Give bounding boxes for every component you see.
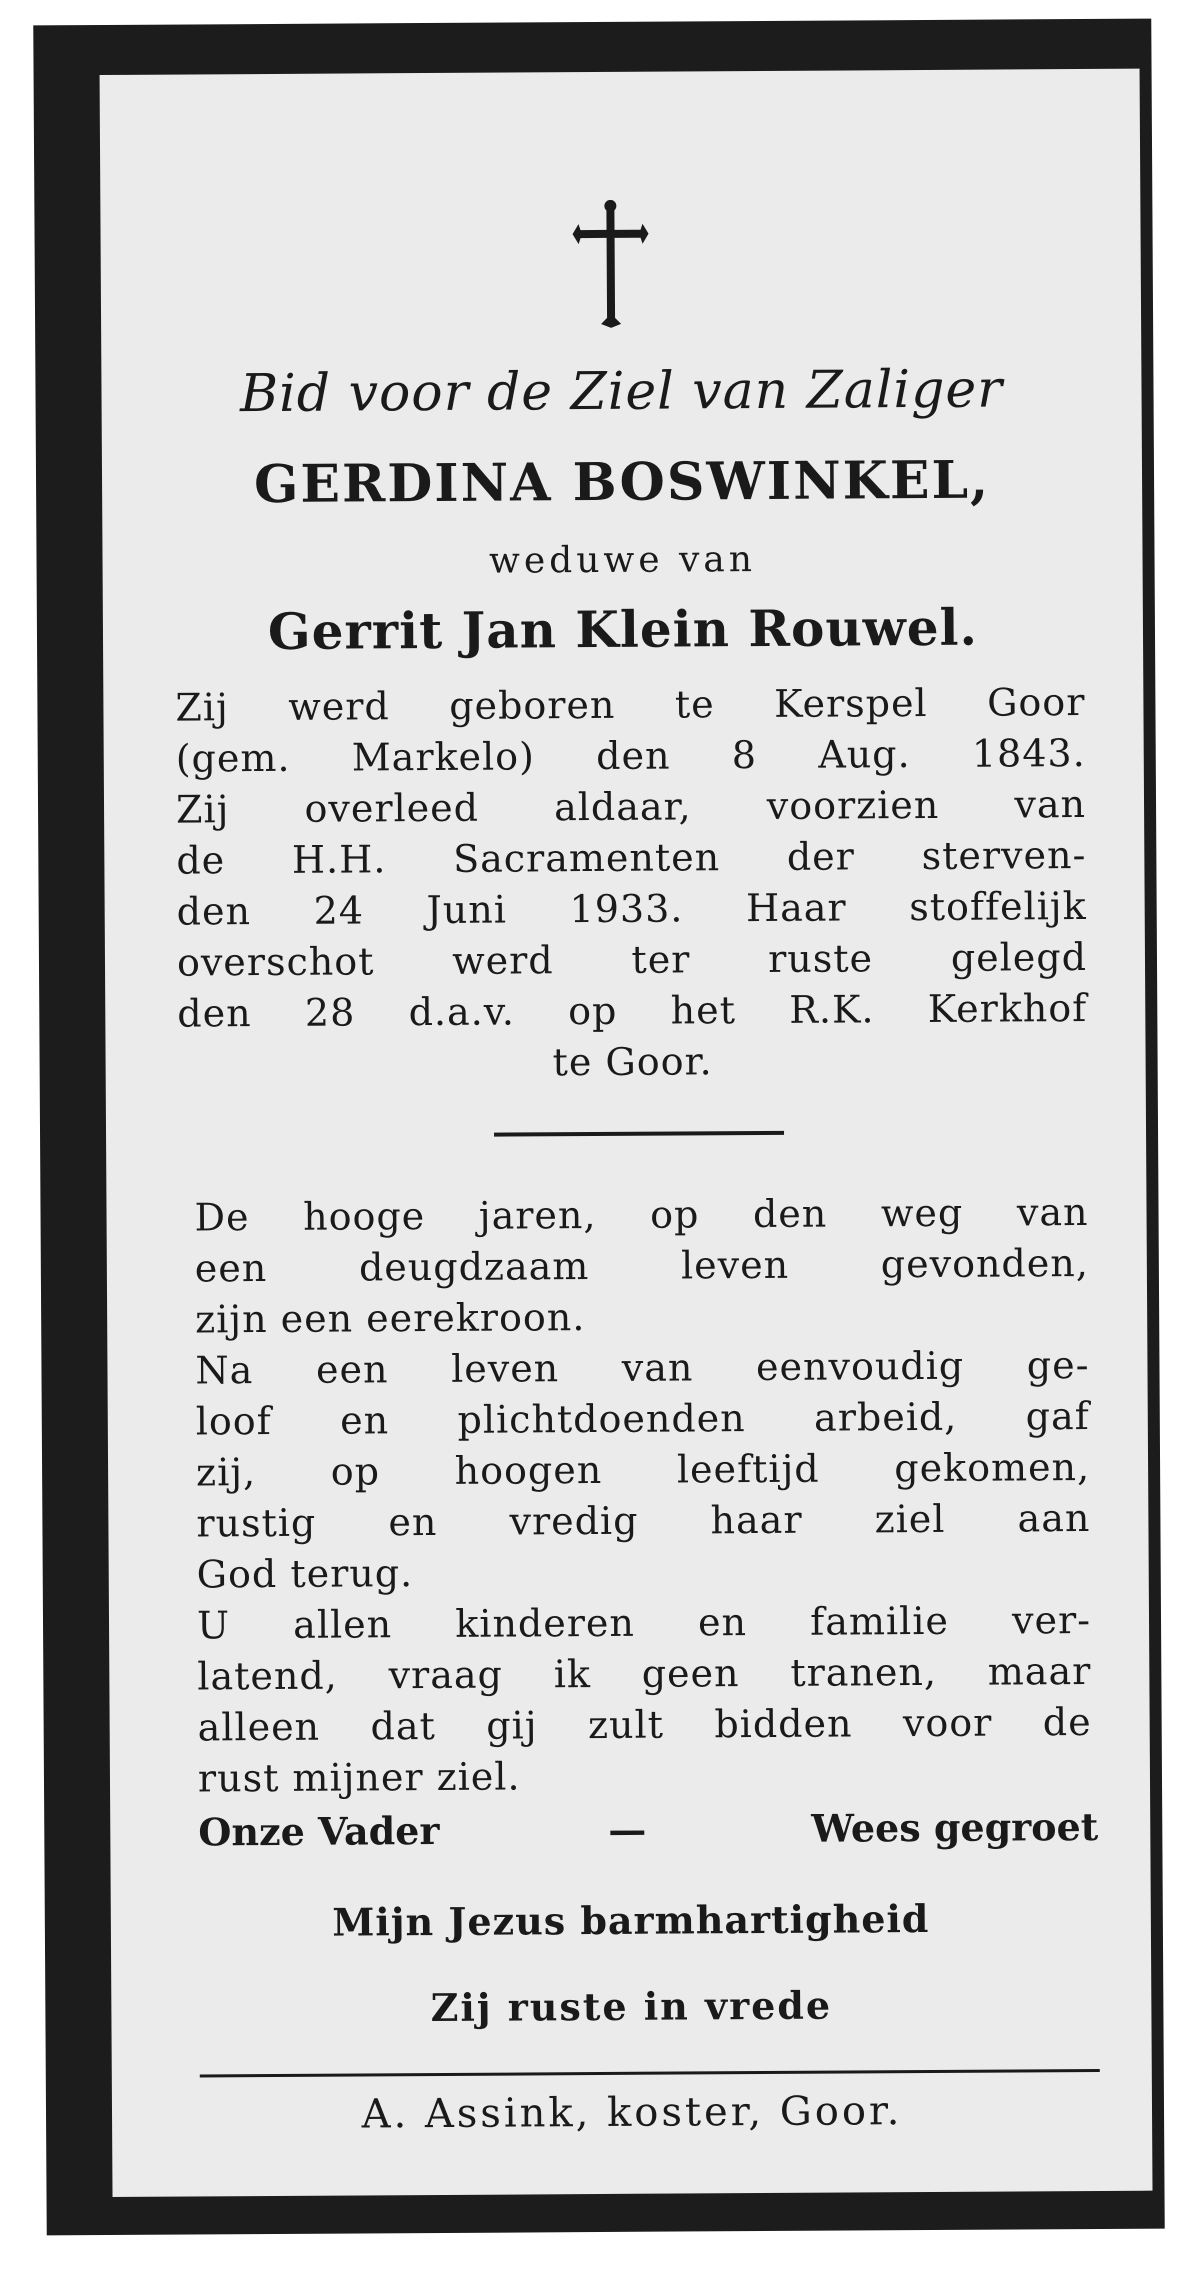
memorial-card (33, 19, 1164, 2236)
verse-line: alleen dat gij zult bidden voor de (197, 1700, 1092, 1750)
prayer-jezus: Mijn Jezus barmhartigheid (332, 1895, 930, 1945)
section-divider (494, 1131, 784, 1137)
relation-text: weduwe van (488, 539, 757, 582)
verse-line: loof en plichtdoenden arbeid, gaf (195, 1394, 1090, 1444)
biography-line: overschot werd ter ruste gelegd (176, 935, 1088, 985)
verse-line: U allen kinderen en familie ver- (196, 1598, 1092, 1648)
rest-in-peace-text: Zij ruste in vrede (430, 1982, 833, 2031)
verse-line: een deugdzaam leven gevonden, (194, 1241, 1089, 1291)
biography-line: de H.H. Sacramenten der sterven- (176, 833, 1087, 883)
cross-icon (570, 200, 651, 330)
verse-line: zijn een eerekroon. (195, 1295, 586, 1342)
biography-line: den 28 d.a.v. op het R.K. Kerkhof (177, 986, 1088, 1036)
prayer-dash: — (608, 1806, 647, 1852)
verse-line: God terug. (196, 1551, 414, 1597)
biography-line: den 24 Juni 1933. Haar stoffelijk (176, 884, 1087, 934)
biography-block (175, 677, 1087, 1091)
prayer-wees-gegroet: Wees gegroet (811, 1803, 1099, 1851)
biography-line: Zij overleed aldaar, voorzien van (175, 782, 1087, 832)
card-inner-panel (100, 69, 1153, 2197)
verse-line: Na een leven van eenvoudig ge- (195, 1343, 1090, 1393)
verse-block (194, 1187, 1092, 1804)
printer-credit: A. Assink, koster, Goor. (361, 2088, 903, 2138)
prayer-onze-vader: Onze Vader (198, 1807, 440, 1855)
verse-line: rust mijner ziel. (197, 1754, 521, 1801)
biography-line: (gem. Markelo) den 8 Aug. 1843. (175, 731, 1086, 781)
deceased-name: GERDINA BOSWINKEL, (253, 449, 991, 516)
prayers-row (198, 1804, 1098, 1865)
footer-divider (200, 2069, 1100, 2077)
spouse-name: Gerrit Jan Klein Rouwel. (267, 597, 979, 662)
invocation-text: Bid voor de Ziel van Zaliger (239, 359, 1004, 425)
biography-line: Zij werd geboren te Kerspel Goor (175, 680, 1086, 730)
biography-line: te Goor. (552, 1039, 713, 1085)
verse-line: zij, op hoogen leeftijd gekomen, (195, 1445, 1091, 1495)
verse-line: De hooge jaren, op den weg van (194, 1190, 1089, 1240)
verse-line: rustig en vredig haar ziel aan (196, 1496, 1091, 1546)
verse-line: latend, vraag ik geen tranen, maar (197, 1649, 1092, 1699)
